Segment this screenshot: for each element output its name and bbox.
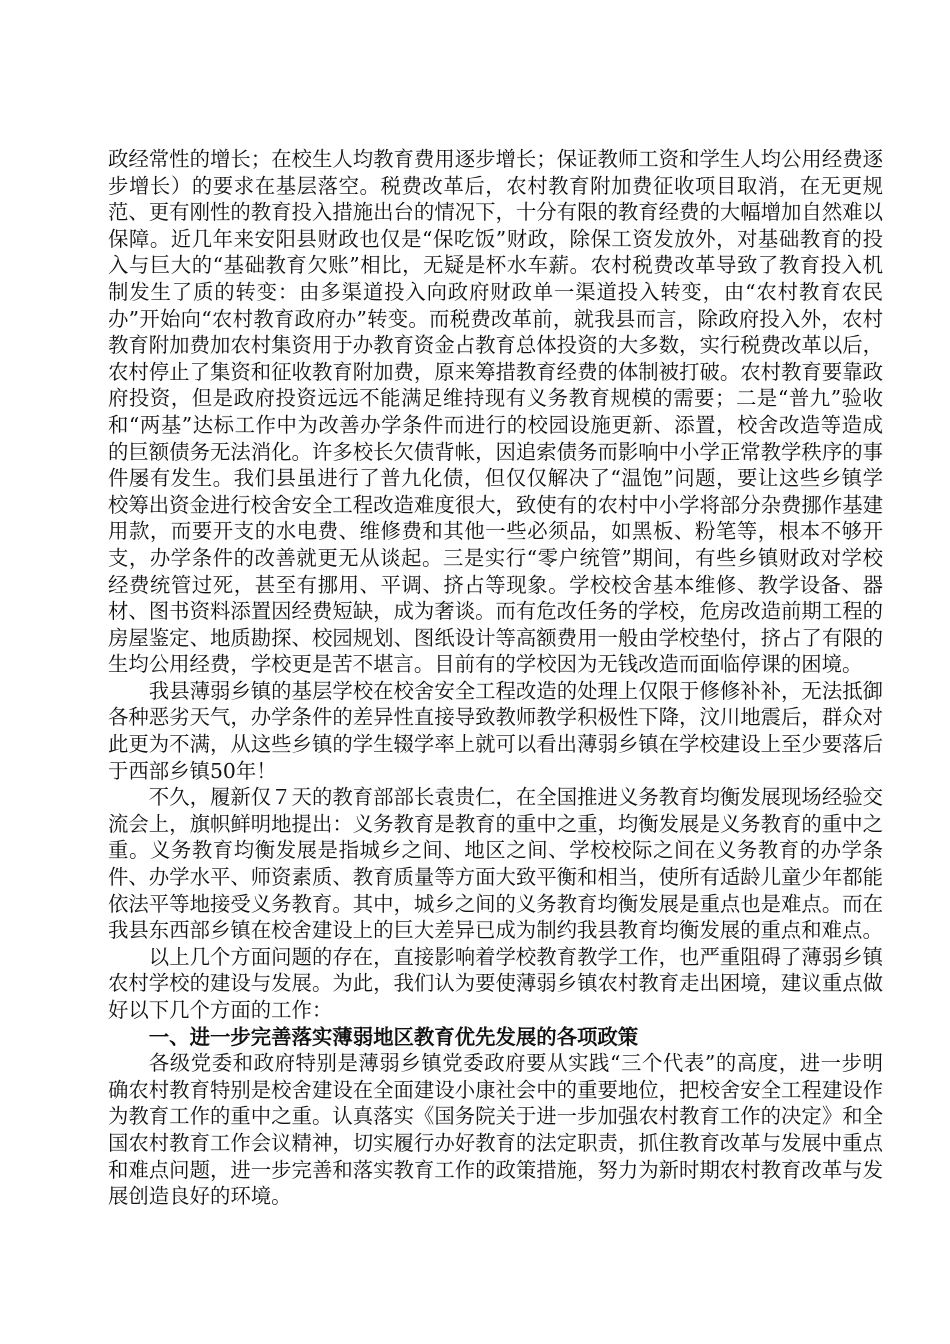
section-heading-1: 一、进一步完善落实薄弱地区教育优先发展的各项政策 — [148, 1024, 639, 1049]
paragraph-weak-town-schools: 我县薄弱乡镇的基层学校在校舍安全工程改造的处理上仅限于修修补补，无法抵御各种恶劣天气，办学条件的差异性直接导致教师教学积极性下降，汶川地震后，群众对此更为不满，从这些乡镇的学生辍学率上就可以看出薄弱乡镇在学校建设上至少要落后于西部乡镇50年！ — [108, 678, 883, 783]
paragraph-minister-statement: 不久，履新仅７天的教育部部长袁贵仁，在全国推进义务教育均衡发展现场经验交流会上，旗帜鲜明地提出：义务教育是教育的重中之重，均衡发展是义务教育的重中之重。义务教育均衡发展是指城乡之间、地区之间、学校校际之间在义务教育的办学条件、办学水平、师资素质、教育质量等方面大致平衡和相当，使所有适龄儿童少年都能依法平等地接受义务教育。其中，城乡之间的义务教育均衡发展是重点也是难点。而在我县东西部乡镇在校舍建设上的巨大差异已成为制约我县教育均衡发展的重点和难点。 — [108, 785, 883, 943]
document-page — [108, 146, 883, 1210]
paragraph-continued: 政经常性的增长；在校生人均教育费用逐步增长；保证教师工资和学生人均公用经费逐步增长）的要求在基层落空。税费改革后，农村教育附加费征收项目取消，在无更规范、更有刚性的教育投入措施出台的情况下，十分有限的教育经费的大幅增加自然难以保障。近几年来安阳县财政也仅是“保吃饭”财政，除保工资发放外，对基础教育的投入与巨大的“基础教育欠账”相比，无疑是杯水车薪。农村税费改革导致了教育投入机制发生了质的转变：由多渠道投入向政府财政单一渠道投入转变，由“农村教育农民办”开始向“农村教育政府办”转变。而税费改革前，就我县而言，除政府投入外，农村教育附加费加农村集资用于办教育资金占教育总体投资的大多数，实行税费改革以后，农村停止了集资和征收教育附加费，原来筹措教育经费的体制被打破。农村教育要靠政府投资，但是政府投资远远不能满足维持现有义务教育规模的需要；二是“普九”验收和“两基”达标工作中为改善办学条件而进行的校园设施更新、添置，校舍改造等造成的巨额债务无法消化。许多校长欠债背帐，因追索债务而影响中小学正常教学秩序的事件屡有发生。我们县虽进行了普九化债，但仅仅解决了“温饱”问题，要让这些乡镇学校筹出资金进行校舍安全工程改造难度很大，致使有的农村中小学将部分杂费挪作基建用款，而要开支的水电费、维修费和其他一些必须品，如黑板、粉笔等，根本不够开支，办学条件的改善就更无从谈起。三是实行“零户统管”期间，有些乡镇财政对学校经费统管过死，甚至有挪用、平调、挤占等现象。学校校舍基本维修、教学设备、器材、图书资料添置因经费短缺，成为奢谈。而有危改任务的学校，危房改造前期工程的房屋鉴定、地质勘探、校园规划、图纸设计等高额费用一般由学校垫付，挤占了有限的生均公用经费，学校更是苦不堪言。目前有的学校因为无钱改造而面临停课的困境。 — [108, 147, 883, 677]
paragraph-suggestions-intro: 以上几个方面问题的存在，直接影响着学校教育教学工作，也严重阻碍了薄弱乡镇农村学校的建设与发展。为此，我们认为要使薄弱乡镇农村教育走出困境，建议重点做好以下几个方面的工作： — [108, 944, 883, 1022]
paragraph-section-1: 各级党委和政府特别是薄弱乡镇党委政府要从实践“三个代表”的高度，进一步明确农村教育特别是校舍建设在全面建设小康社会中的重要地位，把校舍安全工程建设作为教育工作的重中之重。认真落实《国务院关于进一步加强农村教育工作的决定》和全国农村教育工作会议精神，切实履行办好教育的法定职责，抓住教育改革与发展中重点和难点问题，进一步完善和落实教育工作的政策措施，努力为新时期农村教育改革与发展创造良好的环境。 — [108, 1051, 883, 1209]
